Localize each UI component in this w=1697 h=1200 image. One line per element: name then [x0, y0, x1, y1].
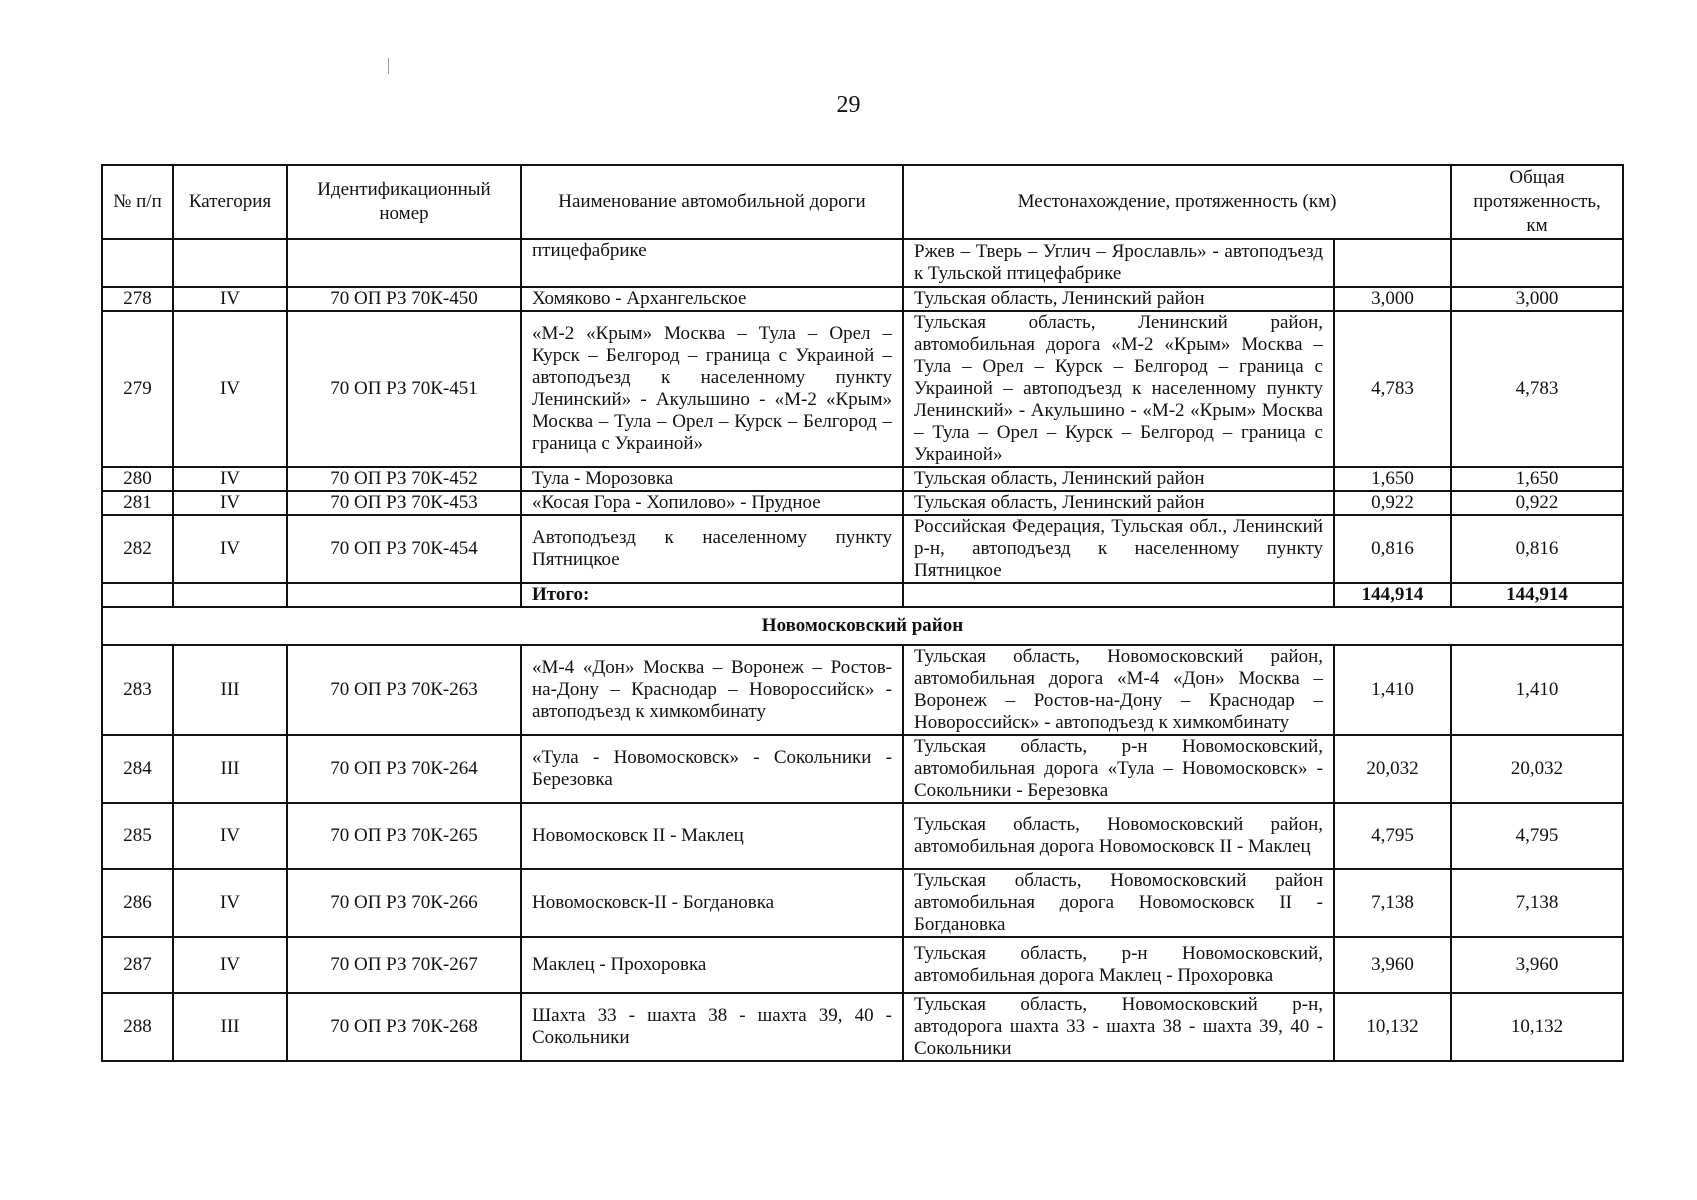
- cell-category: III: [173, 645, 287, 735]
- cell-name: Новомосковск-II - Богдановка: [521, 869, 903, 937]
- table-row: [102, 515, 1623, 583]
- cell-name: «Тула - Новомосковск» - Сокольники - Березовка: [521, 735, 903, 803]
- cell-total: 1,410: [1451, 645, 1623, 735]
- cell-total: 4,783: [1451, 311, 1623, 467]
- cell-category: IV: [173, 803, 287, 869]
- cell-num: 287: [102, 937, 173, 993]
- cell-total: 10,132: [1451, 993, 1623, 1061]
- scan-mark: [388, 58, 389, 74]
- cell-name: Хомяково - Архангельское: [521, 287, 903, 311]
- district-heading: Новомосковский район: [102, 607, 1623, 645]
- cell-id: 70 ОП РЗ 70К-453: [287, 491, 521, 515]
- roads-table: [101, 164, 1624, 1062]
- table-row: [102, 735, 1623, 803]
- cell-length: 1,650: [1334, 467, 1451, 491]
- header-name: Наименование автомобильной дороги: [521, 165, 903, 239]
- cell-category: IV: [173, 869, 287, 937]
- subtotal-label: Итого:: [521, 583, 903, 607]
- cell-total: 7,138: [1451, 869, 1623, 937]
- cell-total: 20,032: [1451, 735, 1623, 803]
- page-number: 29: [836, 92, 861, 118]
- cell-location: Тульская область, Новомосковский р-н, автодорога шахта 33 - шахта 38 - шахта 39, 40 - Сокольники: [903, 993, 1334, 1061]
- cell-location: Тульская область, Ленинский район: [903, 467, 1334, 491]
- cell-total: 3,960: [1451, 937, 1623, 993]
- cell-id: 70 ОП РЗ 70К-451: [287, 311, 521, 467]
- header-total: Общая протяженность, км: [1451, 165, 1623, 239]
- cell-total: 1,650: [1451, 467, 1623, 491]
- cell-name: Тула - Морозовка: [521, 467, 903, 491]
- cell-id: 70 ОП РЗ 70К-263: [287, 645, 521, 735]
- cell-num: [102, 583, 173, 607]
- cell-category: [173, 239, 287, 287]
- cell-num: 280: [102, 467, 173, 491]
- cell-location: Тульская область, Ленинский район: [903, 491, 1334, 515]
- cell-num: 278: [102, 287, 173, 311]
- cell-id: 70 ОП РЗ 70К-454: [287, 515, 521, 583]
- cell-name: «М-2 «Крым» Москва – Тула – Орел – Курск – Белгород – граница с Украиной – автоподъезд к населенному пункту Ленинский» - Акульшино - «М-2 «Крым» Москва – Тула – Орел – Курск – Белгород – граница с Украиной»: [521, 311, 903, 467]
- table-row: [102, 491, 1623, 515]
- cell-category: [173, 583, 287, 607]
- cell-num: 284: [102, 735, 173, 803]
- cell-id: 70 ОП РЗ 70К-450: [287, 287, 521, 311]
- cell-location: [903, 583, 1334, 607]
- cell-id: [287, 583, 521, 607]
- cell-length: 10,132: [1334, 993, 1451, 1061]
- cell-name: Шахта 33 - шахта 38 - шахта 39, 40 - Сокольники: [521, 993, 903, 1061]
- cell-length: 3,000: [1334, 287, 1451, 311]
- table-row: [102, 937, 1623, 993]
- cell-category: IV: [173, 515, 287, 583]
- subtotal-length: 144,914: [1334, 583, 1451, 607]
- table-row: [102, 311, 1623, 467]
- cell-total: 4,795: [1451, 803, 1623, 869]
- cell-length: 7,138: [1334, 869, 1451, 937]
- cell-location: Тульская область, р-н Новомосковский, автомобильная дорога Маклец - Прохоровка: [903, 937, 1334, 993]
- cell-id: 70 ОП РЗ 70К-268: [287, 993, 521, 1061]
- cell-id: 70 ОП РЗ 70К-264: [287, 735, 521, 803]
- cell-length: 0,816: [1334, 515, 1451, 583]
- cell-num: [102, 239, 173, 287]
- cell-location: Тульская область, р-н Новомосковский, автомобильная дорога «Тула – Новомосковск» - Сокольники - Березовка: [903, 735, 1334, 803]
- cell-id: 70 ОП РЗ 70К-452: [287, 467, 521, 491]
- subtotal-row: [102, 583, 1623, 607]
- cell-num: 279: [102, 311, 173, 467]
- cell-id: 70 ОП РЗ 70К-266: [287, 869, 521, 937]
- cell-length: [1334, 239, 1451, 287]
- table-row-continuation: [102, 239, 1623, 287]
- cell-name: Новомосковск II - Маклец: [521, 803, 903, 869]
- cell-location: Тульская область, Ленинский район, автомобильная дорога «М-2 «Крым» Москва – Тула – Орел – Курск – Белгород – граница с Украиной – автоподъезд к населенному пункту Ленинский» - Акульшино - «М-2 «Крым» Москва – Тула – Орел – Курск – Белгород – граница с Украиной»: [903, 311, 1334, 467]
- table-row: [102, 287, 1623, 311]
- cell-location: Тульская область, Новомосковский район, автомобильная дорога Новомосковск II - Маклец: [903, 803, 1334, 869]
- cell-name: Автоподъезд к населенному пункту Пятницкое: [521, 515, 903, 583]
- cell-num: 283: [102, 645, 173, 735]
- header-location: Местонахождение, протяженность (км): [903, 165, 1451, 239]
- table-row: [102, 993, 1623, 1061]
- table-row: [102, 803, 1623, 869]
- cell-length: 0,922: [1334, 491, 1451, 515]
- cell-length: 20,032: [1334, 735, 1451, 803]
- cell-length: 3,960: [1334, 937, 1451, 993]
- cell-location: Тульская область, Ленинский район: [903, 287, 1334, 311]
- cell-category: IV: [173, 491, 287, 515]
- cell-id: [287, 239, 521, 287]
- cell-id: 70 ОП РЗ 70К-265: [287, 803, 521, 869]
- cell-num: 282: [102, 515, 173, 583]
- cell-category: IV: [173, 937, 287, 993]
- cell-category: III: [173, 735, 287, 803]
- table-row: [102, 645, 1623, 735]
- cell-num: 281: [102, 491, 173, 515]
- district-row: [102, 607, 1623, 645]
- cell-num: 285: [102, 803, 173, 869]
- cell-length: 1,410: [1334, 645, 1451, 735]
- cell-total: [1451, 239, 1623, 287]
- cell-location: Тульская область, Новомосковский район автомобильная дорога Новомосковск II - Богдановка: [903, 869, 1334, 937]
- header-num: № п/п: [102, 165, 173, 239]
- cell-total: 3,000: [1451, 287, 1623, 311]
- header-id: Идентификационный номер: [287, 165, 521, 239]
- cell-total: 0,816: [1451, 515, 1623, 583]
- cell-location: Ржев – Тверь – Углич – Ярославль» - автоподъезд к Тульской птицефабрике: [903, 239, 1334, 287]
- subtotal-total: 144,914: [1451, 583, 1623, 607]
- cell-name: «М-4 «Дон» Москва – Воронеж – Ростов-на-Дону – Краснодар – Новороссийск» - автоподъезд к химкомбинату: [521, 645, 903, 735]
- header-category: Категория: [173, 165, 287, 239]
- cell-num: 288: [102, 993, 173, 1061]
- cell-category: IV: [173, 467, 287, 491]
- cell-name: Маклец - Прохоровка: [521, 937, 903, 993]
- header-row: [102, 165, 1623, 239]
- cell-num: 286: [102, 869, 173, 937]
- cell-name: «Косая Гора - Хопилово» - Прудное: [521, 491, 903, 515]
- cell-id: 70 ОП РЗ 70К-267: [287, 937, 521, 993]
- cell-category: IV: [173, 287, 287, 311]
- cell-location: Российская Федерация, Тульская обл., Ленинский р-н, автоподъезд к населенному пункту Пятницкое: [903, 515, 1334, 583]
- cell-location: Тульская область, Новомосковский район, автомобильная дорога «М-4 «Дон» Москва – Воронеж – Ростов-на-Дону – Краснодар – Новороссийск» - автоподъезд к химкомбинату: [903, 645, 1334, 735]
- cell-category: III: [173, 993, 287, 1061]
- table-row: [102, 869, 1623, 937]
- cell-name: птицефабрике: [521, 239, 903, 287]
- table-row: [102, 467, 1623, 491]
- cell-total: 0,922: [1451, 491, 1623, 515]
- cell-length: 4,783: [1334, 311, 1451, 467]
- cell-category: IV: [173, 311, 287, 467]
- cell-length: 4,795: [1334, 803, 1451, 869]
